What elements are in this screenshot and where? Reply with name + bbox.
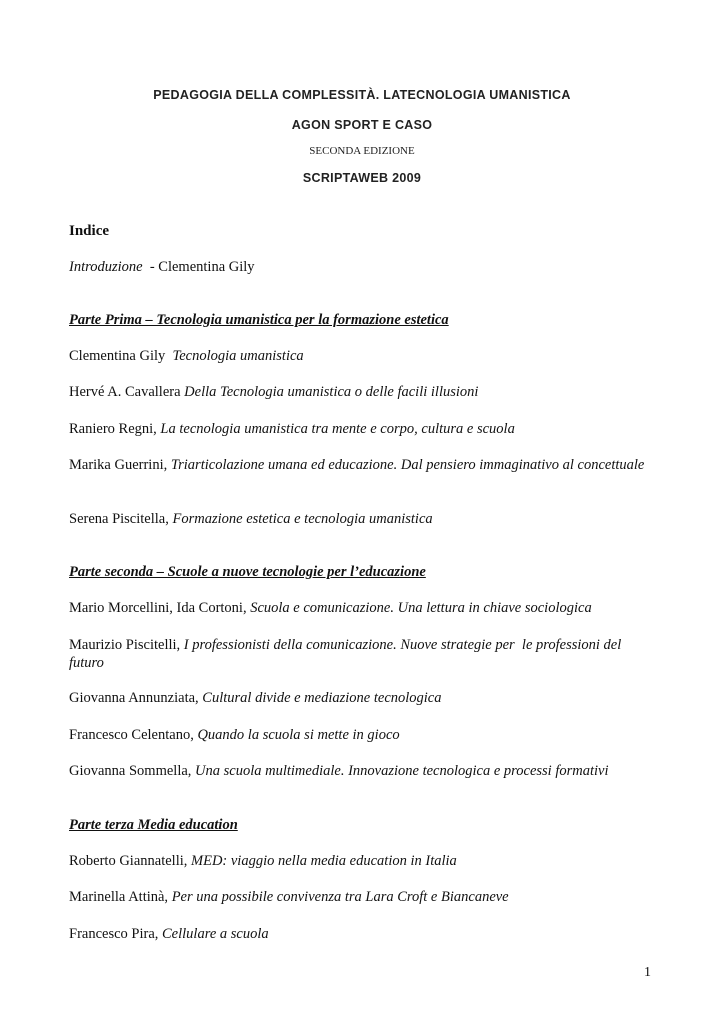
edition-label: SECONDA EDIZIONE [309, 145, 415, 157]
toc-entry [69, 420, 655, 438]
entry-author: Roberto Giannatelli, [69, 853, 192, 869]
entry-title: I professionisti della comunicazione. Nuove strategie per le professioni del futuro [69, 637, 625, 671]
entry-author: Clementina Gily [69, 348, 173, 364]
toc-entry [69, 925, 655, 943]
toc-entry [69, 726, 655, 744]
entry-title: Tecnologia umanistica [172, 348, 304, 364]
entry-author: Giovanna Sommella, [69, 763, 196, 779]
toc-entry [69, 888, 655, 906]
publisher-year: SCRIPTAWEB 2009 [302, 171, 422, 185]
intro-title: Introduzione [69, 259, 143, 275]
entry-author: Maurizio Piscitelli, [69, 637, 184, 653]
entry-author: Mario Morcellini, Ida Cortoni, [69, 600, 251, 616]
entry-author: Francesco Pira, [69, 926, 163, 942]
entry-title: Della Tecnologia umanistica o delle facili illusioni [184, 384, 479, 400]
toc-entry [69, 347, 655, 365]
part-heading-2: Parte seconda – Scuole a nuove tecnologie per l’educazione [69, 564, 426, 580]
entry-title: Quando la scuola si mette in gioco [197, 727, 400, 743]
intro-entry [69, 258, 655, 276]
toc-entry [69, 599, 655, 617]
entry-title: Cultural divide e mediazione tecnologica [202, 690, 442, 706]
entry-author: Hervé A. Cavallera [69, 384, 185, 400]
entry-author: Francesco Celentano, [69, 727, 198, 743]
entry-author: Marika Guerrini, [69, 457, 171, 473]
part-heading-3: Parte terza Media education [69, 817, 238, 833]
toc-entry [69, 762, 655, 780]
toc-entry [69, 636, 655, 672]
entry-title: Cellulare a scuola [162, 926, 269, 942]
entry-title: La tecnologia umanistica tra mente e corpo, cultura e scuola [160, 421, 515, 437]
toc-entry [69, 852, 655, 870]
entry-title: MED: viaggio nella media education in Italia [191, 853, 457, 869]
toc-entry [69, 689, 655, 707]
intro-separator: - [142, 259, 159, 275]
book-subtitle: AGON SPORT E CASO [291, 118, 433, 132]
entry-title: Formazione estetica e tecnologia umanistica [172, 511, 433, 527]
entry-title: Triarticolazione umana ed educazione. Dal pensiero immaginativo al concettuale [170, 457, 645, 473]
index-heading: Indice [69, 223, 110, 239]
entry-author: Marinella Attinà, [69, 889, 172, 905]
part-heading-1: Parte Prima – Tecnologia umanistica per la formazione estetica [69, 312, 449, 328]
toc-entry [69, 456, 655, 474]
entry-author: Giovanna Annunziata, [69, 690, 203, 706]
toc-entry [69, 510, 655, 528]
entry-title: Una scuola multimediale. Innovazione tecnologica e processi formativi [195, 763, 609, 779]
entry-author: Serena Piscitella, [69, 511, 173, 527]
page-number: 1 [644, 965, 651, 980]
entry-author: Raniero Regni, [69, 421, 161, 437]
book-title: PEDAGOGIA DELLA COMPLESSITÀ. LATECNOLOGIA UMANISTICA [153, 88, 571, 102]
entry-title: Per una possibile convivenza tra Lara Croft e Biancaneve [171, 889, 509, 905]
entry-title: Scuola e comunicazione. Una lettura in chiave sociologica [250, 600, 592, 616]
intro-author: Clementina Gily [158, 259, 255, 275]
toc-entry [69, 383, 655, 401]
